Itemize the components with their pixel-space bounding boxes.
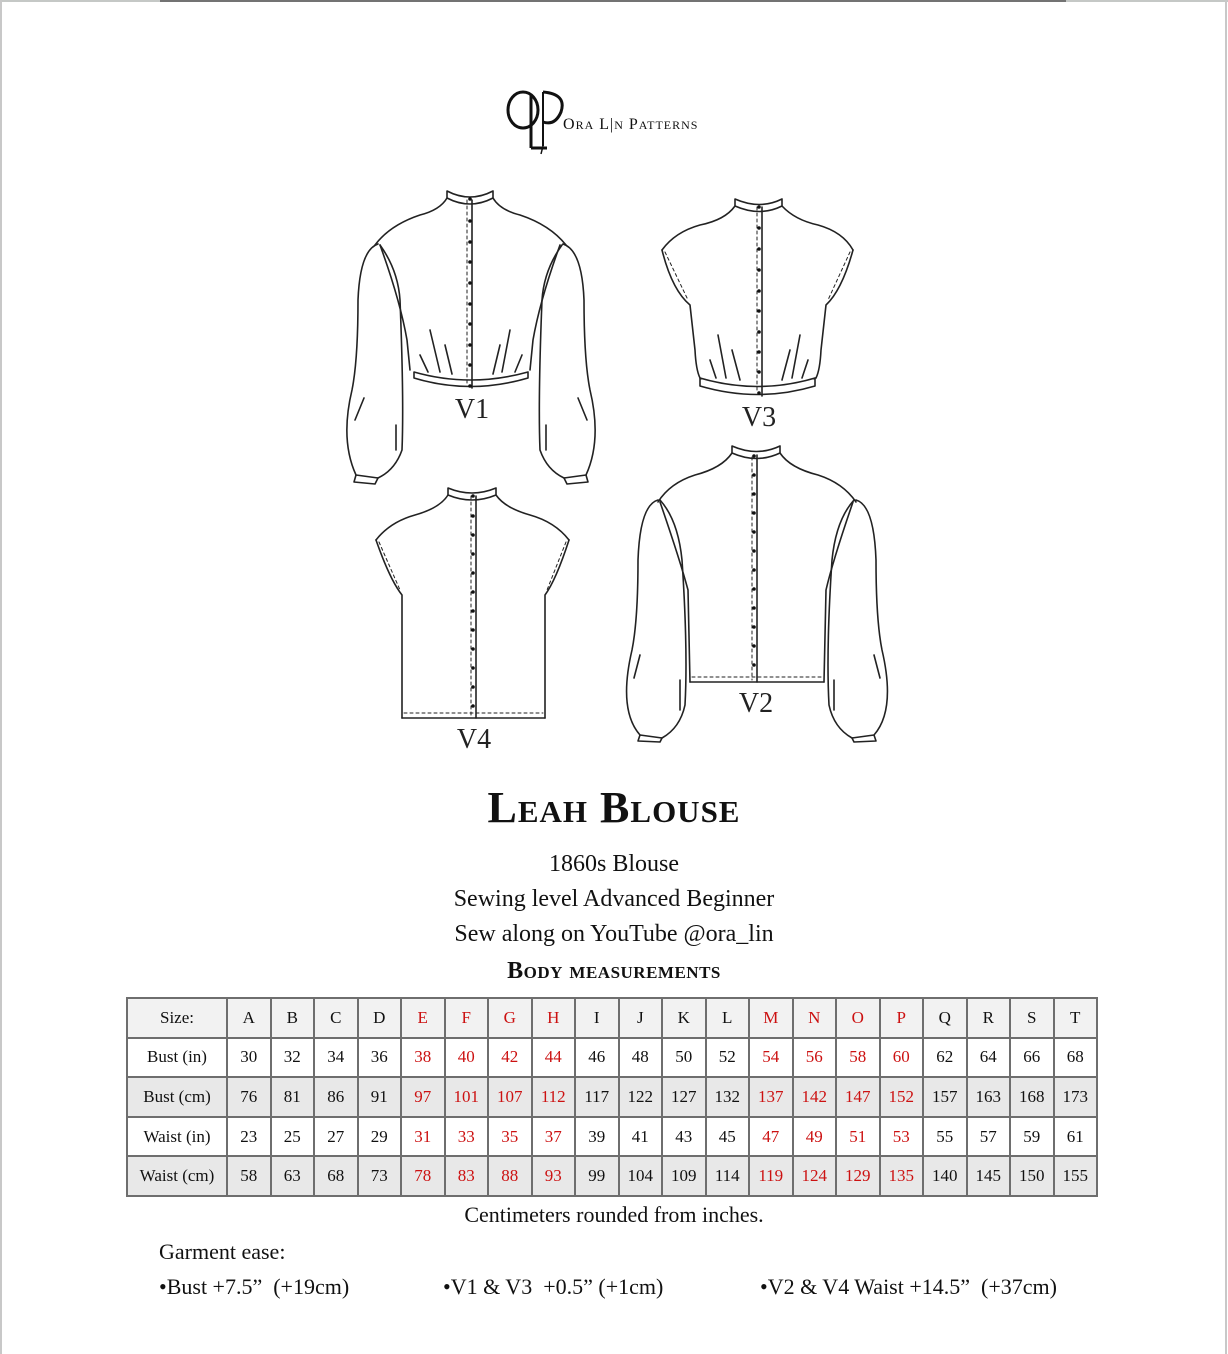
table-cell: 68 bbox=[1054, 1038, 1098, 1078]
label-v2: V2 bbox=[738, 688, 774, 719]
table-cell: 34 bbox=[314, 1038, 358, 1078]
table-header-row bbox=[127, 998, 1097, 1038]
table-cell: 127 bbox=[662, 1077, 706, 1117]
table-cell: 61 bbox=[1054, 1117, 1098, 1157]
table-cell: 55 bbox=[923, 1117, 967, 1157]
size-header-cell: E bbox=[401, 998, 445, 1038]
size-header-cell: R bbox=[967, 998, 1011, 1038]
table-cell: 25 bbox=[271, 1117, 315, 1157]
table-cell: 97 bbox=[401, 1077, 445, 1117]
size-header-cell: L bbox=[706, 998, 750, 1038]
ease-v1-v3: •V1 & V3 +0.5” (+1cm) bbox=[443, 1274, 664, 1299]
size-header-cell: Q bbox=[923, 998, 967, 1038]
table-cell: 93 bbox=[532, 1156, 576, 1196]
table-cell: 86 bbox=[314, 1077, 358, 1117]
table-cell: 129 bbox=[836, 1156, 880, 1196]
table-cell: 135 bbox=[880, 1156, 924, 1196]
table-cell: 39 bbox=[575, 1117, 619, 1157]
size-header-cell: N bbox=[793, 998, 837, 1038]
size-header-cell: A bbox=[227, 998, 271, 1038]
size-header-cell: C bbox=[314, 998, 358, 1038]
table-cell: 73 bbox=[358, 1156, 402, 1196]
table-cell: 45 bbox=[706, 1117, 750, 1157]
table-cell: 37 bbox=[532, 1117, 576, 1157]
table-cell: 107 bbox=[488, 1077, 532, 1117]
table-cell: 43 bbox=[662, 1117, 706, 1157]
table-cell: 53 bbox=[880, 1117, 924, 1157]
table-cell: 142 bbox=[793, 1077, 837, 1117]
size-header-cell: M bbox=[749, 998, 793, 1038]
size-header-cell: F bbox=[445, 998, 489, 1038]
table-cell: 155 bbox=[1054, 1156, 1098, 1196]
table-cell: 35 bbox=[488, 1117, 532, 1157]
table-cell: 30 bbox=[227, 1038, 271, 1078]
brand-name: ORA L|N PATTERNS bbox=[563, 116, 699, 133]
table-cell: 48 bbox=[619, 1038, 663, 1078]
page-title: Leah Blouse bbox=[487, 783, 741, 832]
table-cell: 47 bbox=[749, 1117, 793, 1157]
subtitle-youtube: Sew along on YouTube @ora_lin bbox=[454, 921, 774, 947]
illustration-v1 bbox=[347, 191, 595, 484]
table-cell: 36 bbox=[358, 1038, 402, 1078]
size-header-cell: J bbox=[619, 998, 663, 1038]
table-cell: 64 bbox=[967, 1038, 1011, 1078]
table-cell: 101 bbox=[445, 1077, 489, 1117]
table-cell: 78 bbox=[401, 1156, 445, 1196]
table-cell: 40 bbox=[445, 1038, 489, 1078]
table-cell: 27 bbox=[314, 1117, 358, 1157]
table-cell: 31 bbox=[401, 1117, 445, 1157]
table-cell: 54 bbox=[749, 1038, 793, 1078]
table-cell: 152 bbox=[880, 1077, 924, 1117]
table-cell: 83 bbox=[445, 1156, 489, 1196]
row-label-cell: Bust (cm) bbox=[127, 1077, 227, 1117]
measurements-heading: Body measurements bbox=[507, 958, 721, 984]
table-cell: 157 bbox=[923, 1077, 967, 1117]
table-cell: 58 bbox=[836, 1038, 880, 1078]
table-cell: 51 bbox=[836, 1117, 880, 1157]
size-header-cell: T bbox=[1054, 998, 1098, 1038]
table-cell: 124 bbox=[793, 1156, 837, 1196]
table-cell: 88 bbox=[488, 1156, 532, 1196]
table-cell: 112 bbox=[532, 1077, 576, 1117]
table-cell: 50 bbox=[662, 1038, 706, 1078]
table-cell: 46 bbox=[575, 1038, 619, 1078]
size-header-cell: B bbox=[271, 998, 315, 1038]
label-v1: V1 bbox=[454, 394, 490, 425]
table-cell: 32 bbox=[271, 1038, 315, 1078]
rounding-note: Centimeters rounded from inches. bbox=[464, 1202, 764, 1227]
table-cell: 68 bbox=[314, 1156, 358, 1196]
subtitle-sewing-level: Sewing level Advanced Beginner bbox=[453, 886, 775, 912]
table-row bbox=[127, 1038, 1097, 1078]
garment-ease-label: Garment ease: bbox=[159, 1239, 286, 1264]
table-cell: 140 bbox=[923, 1156, 967, 1196]
size-header-cell: P bbox=[880, 998, 924, 1038]
row-label-cell: Waist (in) bbox=[127, 1117, 227, 1157]
size-label-cell: Size: bbox=[127, 998, 227, 1038]
table-cell: 62 bbox=[923, 1038, 967, 1078]
table-cell: 56 bbox=[793, 1038, 837, 1078]
table-cell: 41 bbox=[619, 1117, 663, 1157]
table-cell: 29 bbox=[358, 1117, 402, 1157]
table-cell: 132 bbox=[706, 1077, 750, 1117]
size-header-cell: D bbox=[358, 998, 402, 1038]
size-header-cell: K bbox=[662, 998, 706, 1038]
table-row bbox=[127, 1156, 1097, 1196]
table-cell: 44 bbox=[532, 1038, 576, 1078]
size-header-cell: S bbox=[1010, 998, 1054, 1038]
table-cell: 81 bbox=[271, 1077, 315, 1117]
table-cell: 168 bbox=[1010, 1077, 1054, 1117]
table-cell: 33 bbox=[445, 1117, 489, 1157]
label-v4: V4 bbox=[456, 724, 492, 755]
table-cell: 173 bbox=[1054, 1077, 1098, 1117]
table-cell: 119 bbox=[749, 1156, 793, 1196]
table-cell: 122 bbox=[619, 1077, 663, 1117]
size-header-cell: I bbox=[575, 998, 619, 1038]
table-cell: 66 bbox=[1010, 1038, 1054, 1078]
table-cell: 150 bbox=[1010, 1156, 1054, 1196]
table-cell: 23 bbox=[227, 1117, 271, 1157]
size-header-cell: G bbox=[488, 998, 532, 1038]
table-cell: 59 bbox=[1010, 1117, 1054, 1157]
size-header-cell: H bbox=[532, 998, 576, 1038]
subtitle-era: 1860s Blouse bbox=[548, 851, 679, 877]
ease-bust: •Bust +7.5” (+19cm) bbox=[159, 1274, 350, 1299]
size-header-cell: O bbox=[836, 998, 880, 1038]
table-cell: 49 bbox=[793, 1117, 837, 1157]
table-cell: 58 bbox=[227, 1156, 271, 1196]
row-label-cell: Waist (cm) bbox=[127, 1156, 227, 1196]
table-cell: 52 bbox=[706, 1038, 750, 1078]
illustration-v4 bbox=[376, 488, 569, 718]
table-cell: 109 bbox=[662, 1156, 706, 1196]
table-cell: 147 bbox=[836, 1077, 880, 1117]
table-cell: 145 bbox=[967, 1156, 1011, 1196]
table-cell: 63 bbox=[271, 1156, 315, 1196]
label-v3: V3 bbox=[741, 402, 777, 433]
size-chart-table bbox=[126, 997, 1098, 1197]
table-cell: 137 bbox=[749, 1077, 793, 1117]
table-cell: 91 bbox=[358, 1077, 402, 1117]
table-cell: 117 bbox=[575, 1077, 619, 1117]
ease-v2-v4-waist: •V2 & V4 Waist +14.5” (+37cm) bbox=[760, 1274, 1057, 1299]
row-label-cell: Bust (in) bbox=[127, 1038, 227, 1078]
table-row bbox=[127, 1117, 1097, 1157]
table-cell: 60 bbox=[880, 1038, 924, 1078]
table-cell: 99 bbox=[575, 1156, 619, 1196]
table-cell: 76 bbox=[227, 1077, 271, 1117]
table-cell: 163 bbox=[967, 1077, 1011, 1117]
table-cell: 38 bbox=[401, 1038, 445, 1078]
table-cell: 57 bbox=[967, 1117, 1011, 1157]
table-cell: 42 bbox=[488, 1038, 532, 1078]
table-cell: 114 bbox=[706, 1156, 750, 1196]
table-row bbox=[127, 1077, 1097, 1117]
table-cell: 104 bbox=[619, 1156, 663, 1196]
